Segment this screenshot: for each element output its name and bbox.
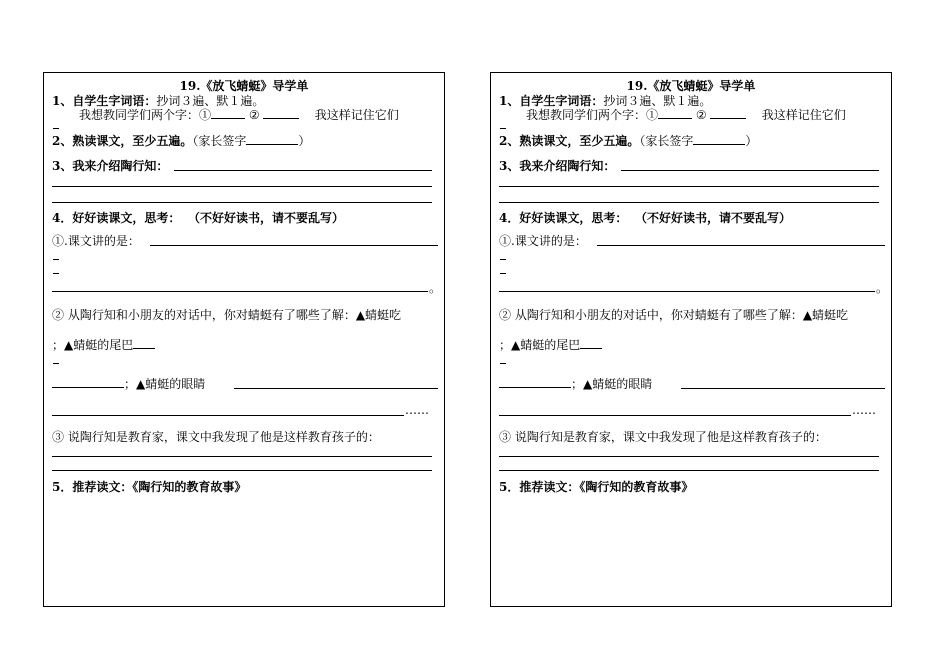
- q4-2b-text: ▲蜻蜓的尾巴: [64, 338, 134, 352]
- answer-line[interactable]: [150, 245, 438, 246]
- answer-line[interactable]: [52, 415, 404, 416]
- tick-mark: [500, 363, 506, 364]
- q1-line2: [79, 107, 399, 122]
- answer-line[interactable]: [234, 388, 438, 389]
- ellipsis-mark: ……: [852, 403, 876, 417]
- worksheet-title: 19.《放飞蜻蜓》导学单: [179, 79, 309, 93]
- q4-2c-line: [52, 376, 205, 391]
- q4-label: 4．好好读课文，思考：: [52, 211, 181, 225]
- q2-text: （家长签字: [639, 134, 694, 148]
- ellipsis-mark: ……: [405, 403, 429, 417]
- period-mark: 。: [876, 281, 889, 295]
- blank-char-1[interactable]: [658, 107, 692, 119]
- q2-line: [499, 133, 757, 148]
- answer-line[interactable]: [499, 202, 879, 203]
- q2-label: 2、熟读课文，至少五遍。: [52, 134, 193, 148]
- q1-text: 抄词３遍、默１遍。: [156, 94, 265, 108]
- q1-text: 抄词３遍、默１遍。: [603, 94, 712, 108]
- q4-2c-line: [499, 376, 652, 391]
- eat-blank[interactable]: [499, 376, 571, 388]
- answer-line[interactable]: [52, 470, 432, 471]
- q4-2b-sep: ；: [52, 338, 65, 352]
- answer-line[interactable]: [621, 170, 879, 171]
- q1-line2-c: 我这样记住它们: [314, 108, 399, 122]
- answer-line[interactable]: [597, 245, 885, 246]
- q1-line2: [526, 107, 846, 122]
- tick-mark: [500, 128, 506, 129]
- blank-char-2[interactable]: [710, 107, 746, 119]
- q3-label: 3、我来介绍陶行知：: [52, 159, 169, 173]
- q2-line: [52, 133, 310, 148]
- answer-line[interactable]: [52, 186, 432, 187]
- q1-line2-c: 我这样记住它们: [761, 108, 846, 122]
- q1-line: [499, 94, 711, 108]
- blank-char-2[interactable]: [263, 107, 299, 119]
- answer-line[interactable]: [52, 291, 428, 292]
- tick-mark: [53, 363, 59, 364]
- q3-label: 3、我来介绍陶行知：: [499, 159, 616, 173]
- tick-mark: [53, 128, 59, 129]
- q1-label: 1、自学生字词语：: [52, 94, 157, 108]
- q4-2c-sep: ；: [124, 377, 137, 391]
- q1-line2-a: 我想教同学们两个字：①: [526, 108, 659, 122]
- q4-label: 4．好好读课文，思考：: [499, 211, 628, 225]
- worksheet-left: [43, 72, 445, 607]
- q4-note: （不好好读书，请不要乱写）: [188, 211, 345, 225]
- tick-mark: [53, 273, 59, 274]
- tick-mark: [500, 259, 506, 260]
- q2-label: 2、熟读课文，至少五遍。: [499, 134, 640, 148]
- q2-close: ）: [298, 134, 311, 148]
- answer-line[interactable]: [499, 456, 879, 457]
- q4-2b-line: [499, 337, 602, 352]
- q4-2-label: ② 从陶行知和小朋友的对话中，你对蜻蜓有了哪些了解：▲蜻蜓吃: [499, 308, 849, 322]
- q2-text: （家长签字: [192, 134, 247, 148]
- answer-line[interactable]: [52, 202, 432, 203]
- q4-3-label: ③ 说陶行知是教育家，课文中我发现了他是这样教育孩子的：: [52, 430, 380, 444]
- q4-line: [499, 211, 791, 225]
- tick-mark: [53, 259, 59, 260]
- q1-label: 1、自学生字词语：: [499, 94, 604, 108]
- q4-2b-text: ▲蜻蜓的尾巴: [511, 338, 581, 352]
- q1-line: [52, 94, 264, 108]
- q4-1-label: ①.课文讲的是：: [499, 234, 587, 248]
- tail-blank[interactable]: [580, 337, 602, 349]
- answer-line[interactable]: [681, 388, 885, 389]
- parent-signature-blank[interactable]: [246, 133, 298, 145]
- q4-2b-sep: ；: [499, 338, 512, 352]
- worksheet-right: [490, 72, 892, 607]
- answer-line[interactable]: [499, 470, 879, 471]
- q4-1-label: ①.课文讲的是：: [52, 234, 140, 248]
- q1-line2-a: 我想教同学们两个字：①: [79, 108, 212, 122]
- eat-blank[interactable]: [52, 376, 124, 388]
- tail-blank[interactable]: [133, 337, 155, 349]
- q1-line2-b: ②: [695, 108, 707, 122]
- q4-2c-text: ▲蜻蜓的眼睛: [136, 377, 206, 391]
- q4-line: [52, 211, 344, 225]
- tick-mark: [500, 273, 506, 274]
- q2-close: ）: [745, 134, 758, 148]
- q1-line2-b: ②: [248, 108, 260, 122]
- q5-label: 5．推荐读文：《陶行知的教育故事》: [499, 480, 694, 494]
- q4-2-label: ② 从陶行知和小朋友的对话中，你对蜻蜓有了哪些了解：▲蜻蜓吃: [52, 308, 402, 322]
- q4-3-label: ③ 说陶行知是教育家，课文中我发现了他是这样教育孩子的：: [499, 430, 827, 444]
- q5-label: 5．推荐读文：《陶行知的教育故事》: [52, 480, 247, 494]
- blank-char-1[interactable]: [211, 107, 245, 119]
- parent-signature-blank[interactable]: [693, 133, 745, 145]
- q4-2c-text: ▲蜻蜓的眼睛: [583, 377, 653, 391]
- answer-line[interactable]: [52, 456, 432, 457]
- answer-line[interactable]: [174, 170, 432, 171]
- q4-2b-line: [52, 337, 155, 352]
- answer-line[interactable]: [499, 291, 875, 292]
- answer-line[interactable]: [499, 415, 851, 416]
- q4-note: （不好好读书，请不要乱写）: [635, 211, 792, 225]
- period-mark: 。: [429, 281, 442, 295]
- q4-2c-sep: ；: [571, 377, 584, 391]
- answer-line[interactable]: [499, 186, 879, 187]
- worksheet-title: 19.《放飞蜻蜓》导学单: [626, 79, 756, 93]
